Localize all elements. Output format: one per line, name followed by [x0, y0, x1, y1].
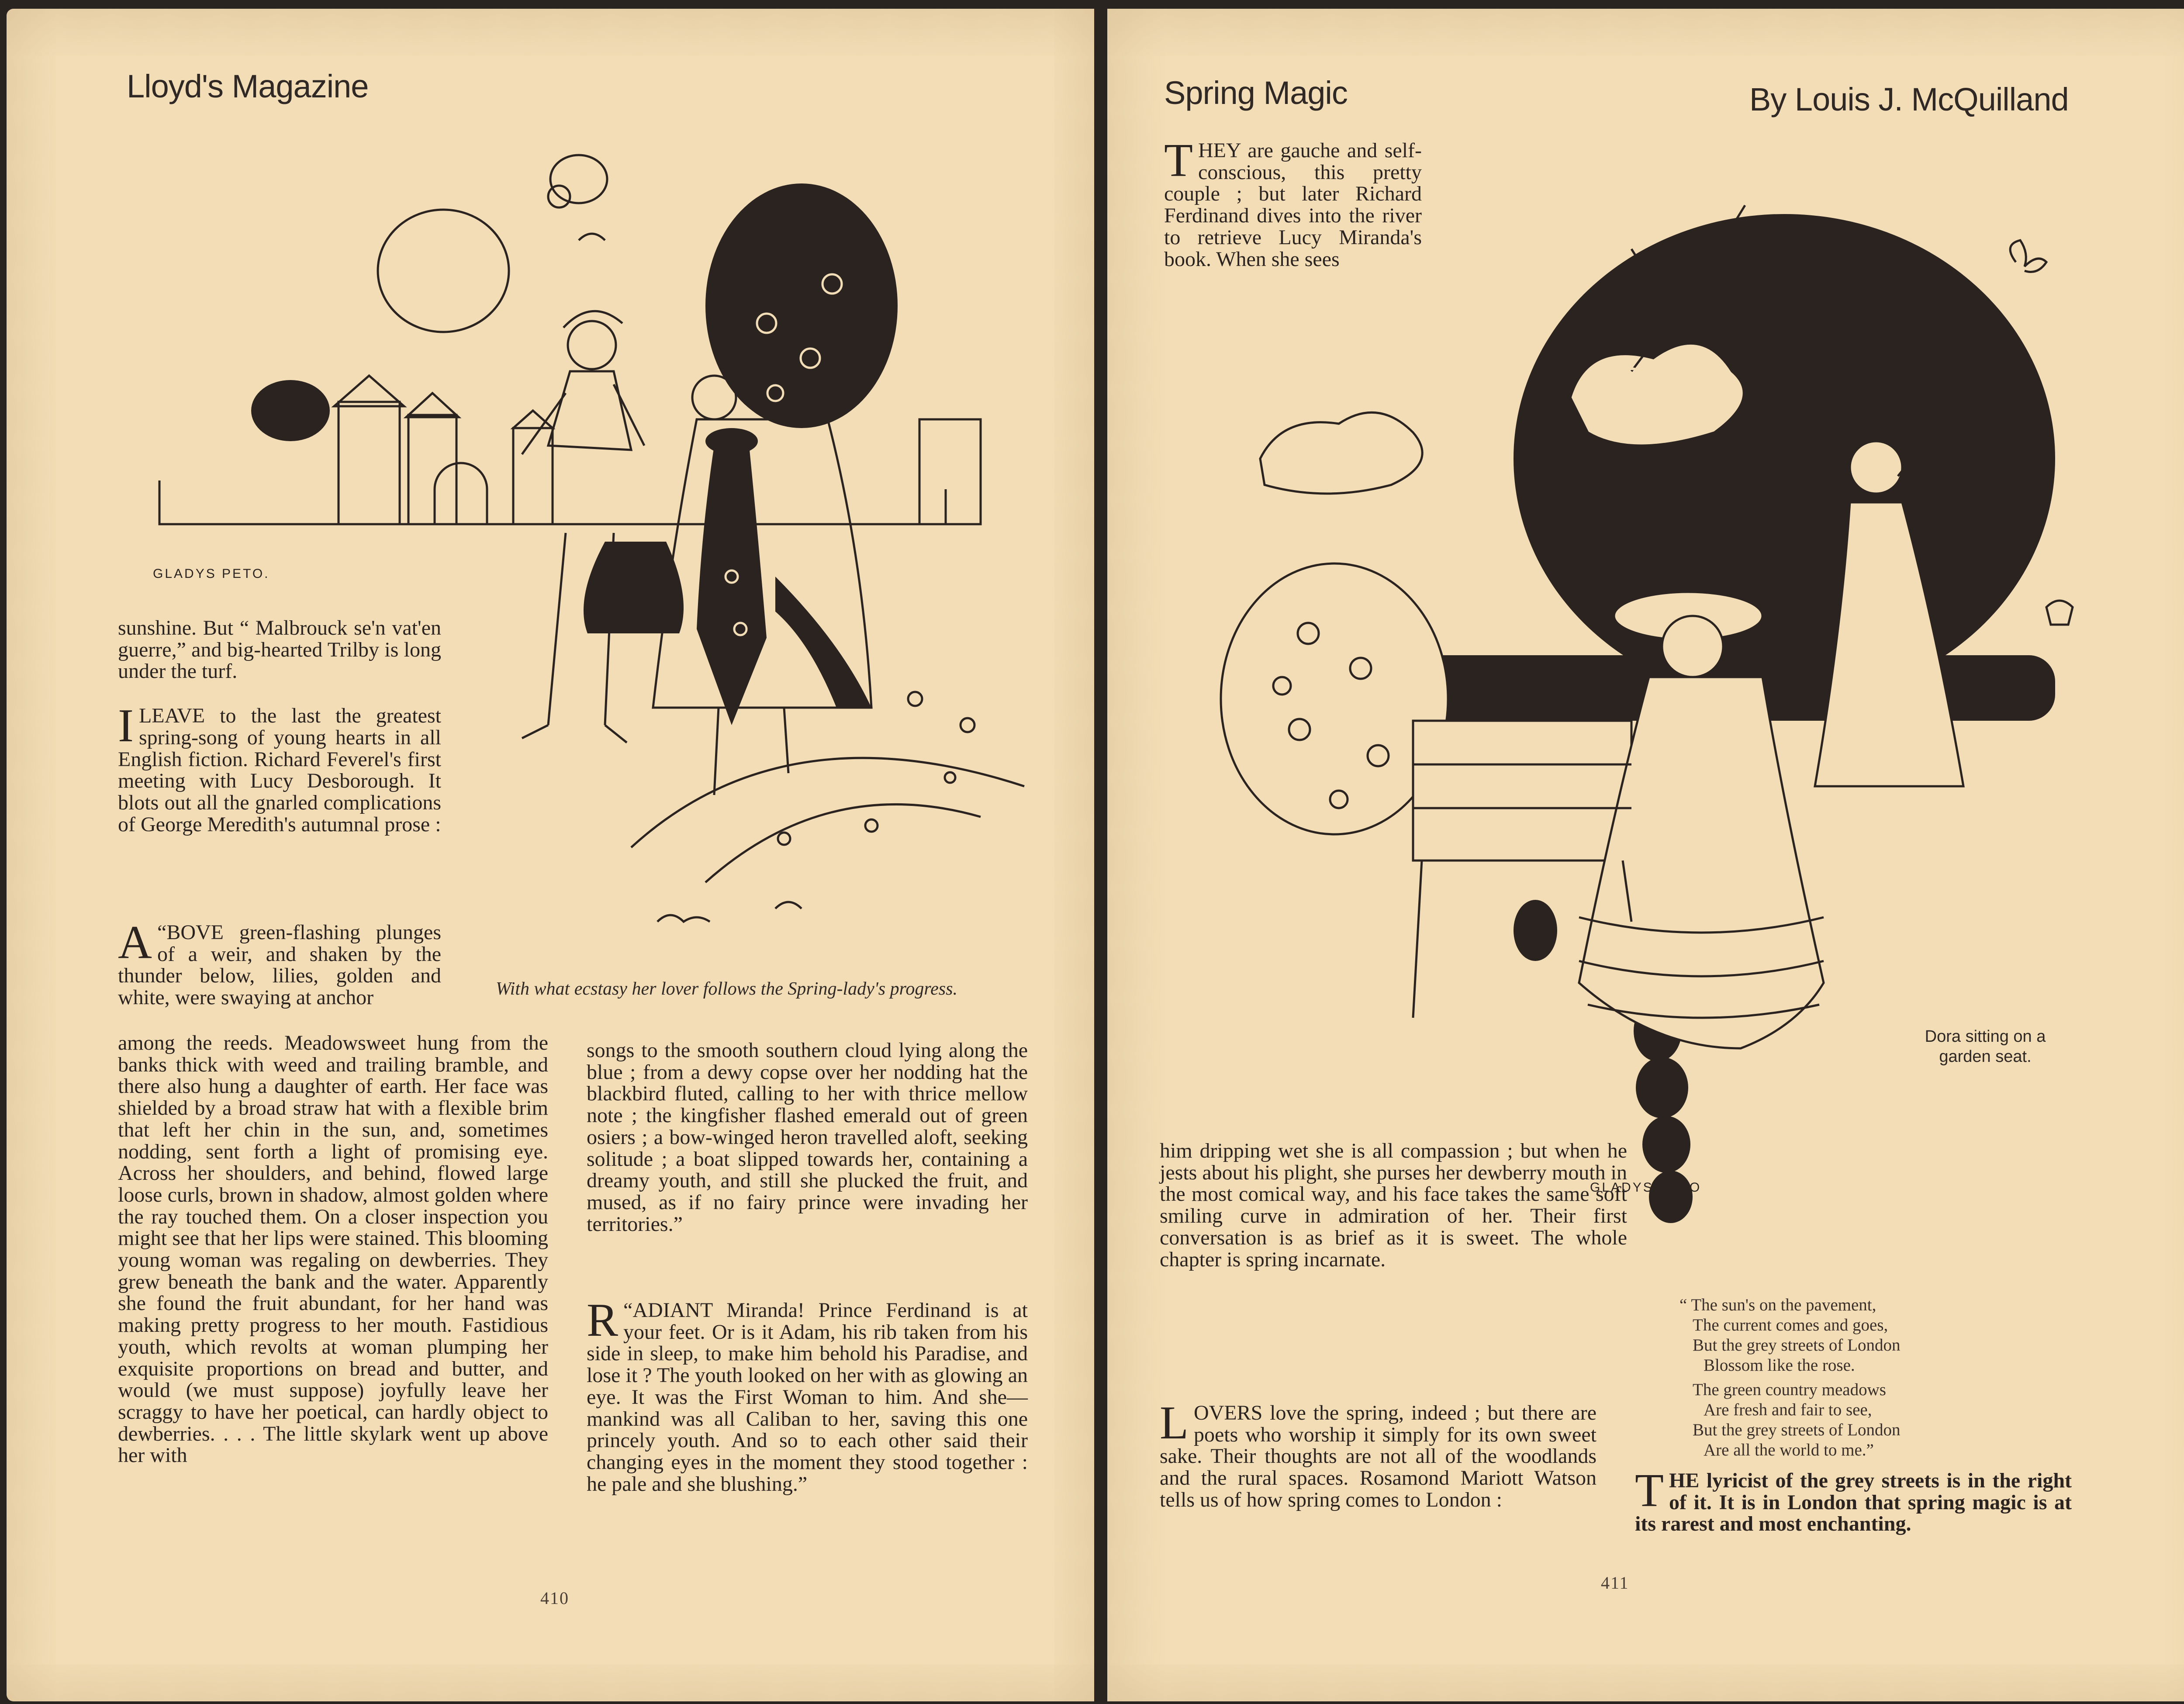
- running-head-title: Spring Magic: [1164, 75, 1348, 111]
- illustration-signature-right: GLADYS PETO: [1590, 1180, 1702, 1195]
- paragraph-dripping-wet-text: him dripping wet she is all compassion ; but when he jests about his plight, she purses her dewberry mouth in the most comical way, and his face takes the same soft smiling curve in admiration of her. Their first conversation is as brief as it is sweet. The whole chapter is spring incarnate.: [1160, 1139, 1627, 1271]
- right-page: [1107, 9, 2184, 1701]
- paragraph-last-spring-song-text: LEAVE to the last the greatest spring-song of young hearts in all English fiction. Richard Feverel's first meeting with Lucy Desborough. It blots out all the gnarled complications of George Meredith's autumnal prose :: [118, 704, 441, 836]
- poem-line: The current comes and goes,: [1693, 1316, 1888, 1334]
- quote-richard-feverel-main: among the reeds. Meadowsweet hung from the banks thick with weed and trailing bramble, and there also hung a daughter of earth. Her face was shielded by a broad straw hat with a flexible brim that left her chin in the sun, and, sometimes nodding, sent forth a light of promising eye. Across her shoulders, and behind, flowed large loose curls, brown in shadow, almost golden where the ray touched them. On a closer inspection you might see that her lips were stained. This blooming young woman was regaling on dewberries. They grew beneath the bank and the water. Apparently she found the fruit abundant, for her hand was making pretty progress to her mouth. Fastidious youth, which revolts at woman plumping her exquisite proportions on bread and butter, and would (we must suppose) joyfully leave her scraggy to have her poetical, can hardly object to dewberries. . . . The little skylark went up above her with: [118, 1031, 548, 1467]
- caption-spring-lady: With what ecstasy her lover follows the Spring-lady's progress.: [496, 979, 957, 999]
- page-number-left: 410: [540, 1588, 569, 1608]
- drop-cap-l: L: [1160, 1397, 1189, 1449]
- page-number-right: 411: [1601, 1573, 1629, 1593]
- left-column: [118, 617, 441, 835]
- illustration-dora-garden-seat: [1195, 153, 2112, 1267]
- drop-cap-t-intro: T: [1164, 135, 1193, 187]
- open-quote-radiant: “: [623, 1299, 633, 1322]
- left-page: [7, 9, 1094, 1701]
- poem-line: Are all the world to me.”: [1704, 1441, 1874, 1459]
- paragraph-lyricist: [1635, 1465, 2072, 1536]
- illustration-cavalier-and-lady: [129, 140, 1046, 983]
- caption-dora: Dora sitting on a garden seat.: [1925, 1027, 2046, 1066]
- drop-cap-i: I: [118, 700, 134, 752]
- radiant-text: ADIANT Miranda! Prince Ferdinand is at your feet. Or is it Adam, his rib taken from his side in sleep, to make him behold his Paradise, and lose it ? The youth looked on her with as glowing an eye. It was the First Woman to him. And she—mankind was all Caliban to her, saving this one princely youth. And so to each other said their changing eyes in the moment they stood together : he pale and she blushing.”: [587, 1299, 1028, 1496]
- quote-continuation: songs to the smooth southern cloud lying along the blue ; from a dewy copse over her nodding hat the blackbird fluted, calling to her with thrice mellow note ; the kingfisher flashed emerald out of green osiers ; a bow-winged heron travelled aloft, seeking solitude ; a boat slipped towards her, containing a dreamy youth, and still she plucked the fruit, and mused, as if no fairy prince were invading her territories.”: [587, 1039, 1028, 1236]
- running-head-author: By Louis J. McQuilland: [1749, 81, 2069, 118]
- drop-cap-t-lyricist: T: [1635, 1465, 1664, 1517]
- paragraph-dripping-wet: [1160, 1140, 1627, 1270]
- poem-line: But the grey streets of London: [1693, 1421, 1901, 1439]
- poem-line: But the grey streets of London: [1693, 1336, 1901, 1355]
- poem-line: Blossom like the rose.: [1704, 1356, 1855, 1375]
- poem-line: The green country meadows: [1693, 1380, 1886, 1399]
- quote-richard-feverel-top: [118, 916, 441, 1009]
- poem-line: Are fresh and fair to see,: [1704, 1400, 1872, 1419]
- drop-cap-a: A: [118, 916, 152, 968]
- paragraph-radiant-miranda: [587, 1294, 1028, 1496]
- paragraph-lovers: [1160, 1397, 1597, 1511]
- drop-cap-r: R: [587, 1294, 619, 1346]
- open-quote: “: [157, 921, 167, 944]
- paragraph-last-spring-song: [118, 700, 441, 836]
- intro-paragraph: sunshine. But “ Malbrouck se'n vat'en guerre,” and big-hearted Trilby is long under the turf.: [118, 616, 441, 683]
- poem-london-spring: [1679, 1295, 1900, 1460]
- quote-top-text: BOVE green-flashing plunges of a weir, and shaken by the thunder below, lilies, golden and white, were swaying at anchor: [118, 921, 441, 1009]
- intro-pretty-couple-text: HEY are gauche and self-conscious, this pretty couple ; but later Richard Ferdinand dives into the river to retrieve Lucy Miranda's book. When she sees: [1164, 139, 1422, 271]
- running-head-magazine: Lloyd's Magazine: [127, 68, 369, 104]
- paragraph-lyricist-text: HE lyricist of the grey streets is in the right of it. It is in London that spring magic is at its rarest and most enchanting.: [1635, 1469, 2072, 1536]
- illustration-signature-left: GLADYS PETO.: [153, 567, 270, 581]
- poem-line: “ The sun's on the pavement,: [1679, 1296, 1876, 1314]
- paragraph-lovers-text: OVERS love the spring, indeed ; but there are poets who worship it simply for its own sweet sake. Their thoughts are not all of the woodlands and the rural spaces. Rosamond Mariott Watson tells us of how spring comes to London :: [1160, 1401, 1597, 1511]
